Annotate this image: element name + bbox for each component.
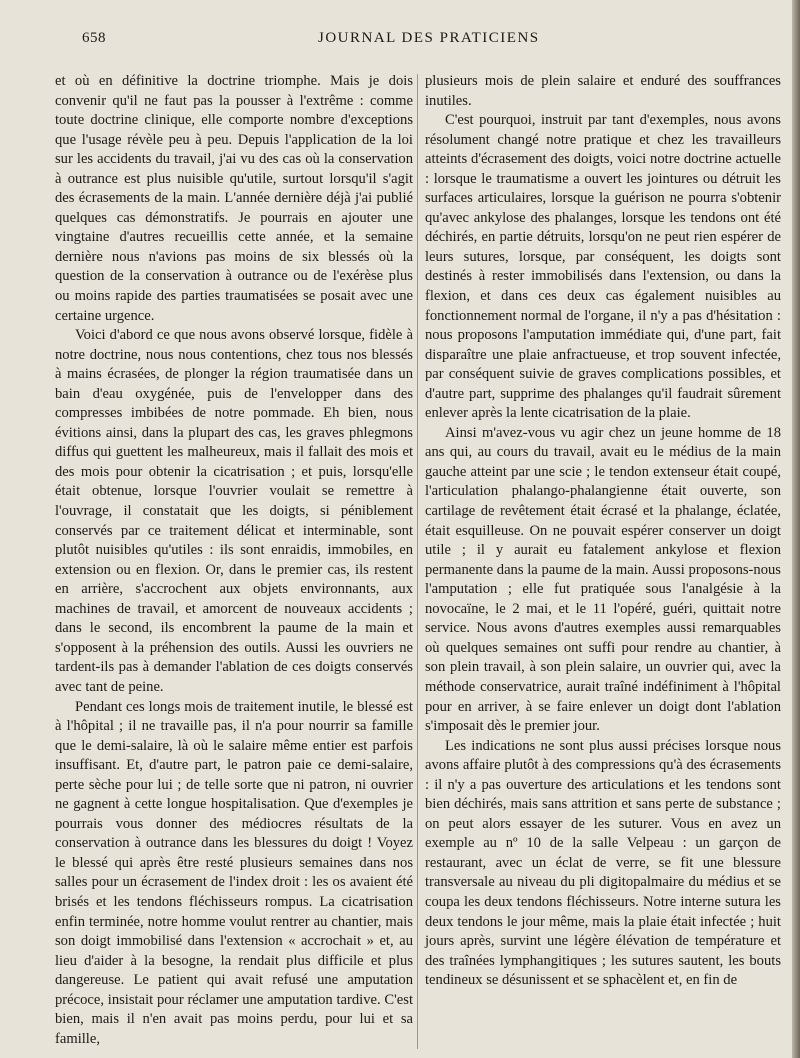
paragraph: C'est pourquoi, instruit par tant d'exemples, nous avons résolument changé notre pratique et chez les travailleurs atteints d'écrasement des doigts, voici notre doctrine actuelle : lorsque le traumatisme a ouvert les jointures ou détruit les surfaces articulaires, lorsque la guérison ne pourra s'obtenir qu'avec ankylose des phalanges, lorsque les tendons ont été déchirés, en partie détruits, lorsqu'on ne peut rien espérer de leurs sutures, lorsque, par conséquent, les doigts sont destinés à rester immobilisés dans l'extension, ou dans la flexion, et dans ces deux cas également nuisibles au fonctionnement normal de l'organe, il n'y a pas d'hésitation : nous proposons l'amputation immédiate qui, d'une part, fait disparaître une plaie anfractueuse, et trop souvent infectée, par conséquent suivie de graves complications possibles, et d'autre part, supprime des phalanges qu'il faudrait sûrement enlever après la lente cicatrisation de la plaie. xyxy=(425,112,781,422)
column-divider xyxy=(417,74,418,1049)
right-column xyxy=(425,72,781,991)
paragraph: Voici d'abord ce que nous avons observé lorsque, fidèle à notre doctrine, nous nous contentions, chez tous nos blessés à mains écrasées, de plonger la région traumatisée dans un bain d'eau oxygénée, puis de l'envelopper dans des compresses imbibées de notre pommade. Eh bien, nous évitions ainsi, dans la plupart des cas, les graves phlegmons diffus qui guettent les malheureux, mais il fallait des mois et des mois pour obtenir la cicatrisation ; et puis, lorsqu'elle était obtenue, lorsque l'ouvrier voulait se remettre à l'ouvrage, il constatait que les doigts, si péniblement conservés par ce traitement délicat et interminable, sont plutôt nuisibles qu'utiles : ils sont enraidis, immobiles, en extension ou en flexion. Or, dans le premier cas, ils restent en arrière, s'accrochent aux objets environnants, aux machines de travail, et amorcent de nouveaux accidents ; dans le second, ils encombrent la paume de la main et s'opposent à la préhension des outils. Aussi les ouvriers ne tardent-ils pas à demander l'ablation de ces doigts conservés avec tant de peine. xyxy=(55,327,413,695)
page-header xyxy=(0,28,800,52)
paragraph: et où en définitive la doctrine triomphe. Mais je dois convenir qu'il ne faut pas la pousser à l'extrême : comme toute doctrine clinique, elle comporte nombre d'exceptions que l'usage révèle peu à peu. Depuis l'application de la loi sur les accidents du travail, j'ai vu des cas où la conservation à outrance est plus nuisible qu'utile, surtout lorsqu'il s'agit des écrasements de la main. L'année dernière déjà j'ai publié quelques cas démonstratifs. Je pourrais en ajouter une vingtaine d'autres recueillis cette année, et la semaine dernière nous n'avions pas moins de six blessés où la question de la conservation à outrance ou de l'exérèse plus ou moins rapide des parties traumatisées se posait avec une certaine urgence. xyxy=(55,73,413,324)
paragraph: Pendant ces longs mois de traitement inutile, le blessé est à l'hôpital ; il ne travaille pas, il n'a pour nourrir sa famille que le demi-salaire, là où le salaire même entier est parfois insuffisant. Et, d'autre part, le patron paie ce demi-salaire, perte sèche pour lui ; de telle sorte que ni patron, ni ouvrier ne gagnent à cette longue hospitalisation. Que d'exemples je pourrais vous donner des médiocres résultats de la conservation à outrance dans les blessures du doigt ! Voyez le blessé qui après être resté plusieurs semaines dans nos salles pour un écrasement de l'index droit : les os avaient été brisés et les tendons fléchisseurs rompus. La cicatrisation enfin terminée, notre homme voulut rentrer au chantier, mais son doigt immobilisé dans l'extension « accrochait » et, au lieu d'aider à la besogne, la rendait plus difficile et plus dangereuse. Le patient qui avait refusé une amputation précoce, insistait pour réclamer une amputation tardive. C'est bien, mais il n'en avait pas moins perdu, pour lui et sa famille, xyxy=(55,698,413,1047)
page-number: 658 xyxy=(82,30,106,46)
page-edge-shadow xyxy=(792,0,800,1058)
paragraph: plusieurs mois de plein salaire et enduré des souffrances inutiles. xyxy=(425,73,781,109)
left-column xyxy=(55,72,413,1049)
running-title: JOURNAL DES PRATICIENS xyxy=(318,30,540,46)
paragraph: Ainsi m'avez-vous vu agir chez un jeune homme de 18 ans qui, au cours du travail, avait eu le médius de la main gauche atteint par une scie ; le tendon extenseur était coupé, l'articulation phalango-phalangienne était ouverte, son cartilage de revêtement était écrasé et la phalange, éclatée, était esquilleuse. On ne pouvait espérer conserver un doigt utile ; il y aurait eu fatalement ankylose et flexion permanente dans la paume de la main. Aussi proposons-nous l'amputation ; elle fut pratiquée sous l'analgésie à la novocaïne, le 2 mai, et le 11 l'opéré, guéri, quittait notre service. Nous avons d'autres exemples aussi remarquables où quelques semaines ont suffi pour rendre au chantier, à son plein travail, à son plein salaire, un ouvrier qui, avec la méthode conservatrice, aurait traîné indéfiniment à l'hôpital pour en arriver, à se faire enlever un doigt dont l'ablation s'imposait dès le premier jour. xyxy=(425,424,781,735)
paragraph: Les indications ne sont plus aussi précises lorsque nous avons affaire plutôt à des compressions qu'à des écrasements : il n'y a pas ouverture des articulations et les tendons sont bien déchirés, mais sans attrition et sans perte de substance ; on peut alors essayer de les suturer. Vous en avez un exemple au nº 10 de la salle Velpeau : un garçon de restaurant, avec un éclat de verre, se fit une blessure transversale au niveau du pli digitopalmaire du médius et se coupa les deux tendons fléchisseurs. Notre interne sutura les deux tendons le jour même, mais la plaie était infectée ; huit jours après, survint une légère élévation de température et des traînées lymphangitiques ; les sutures sautent, les bouts tendineux se désunissent et se sphacèlent et, en fin de xyxy=(425,737,781,989)
